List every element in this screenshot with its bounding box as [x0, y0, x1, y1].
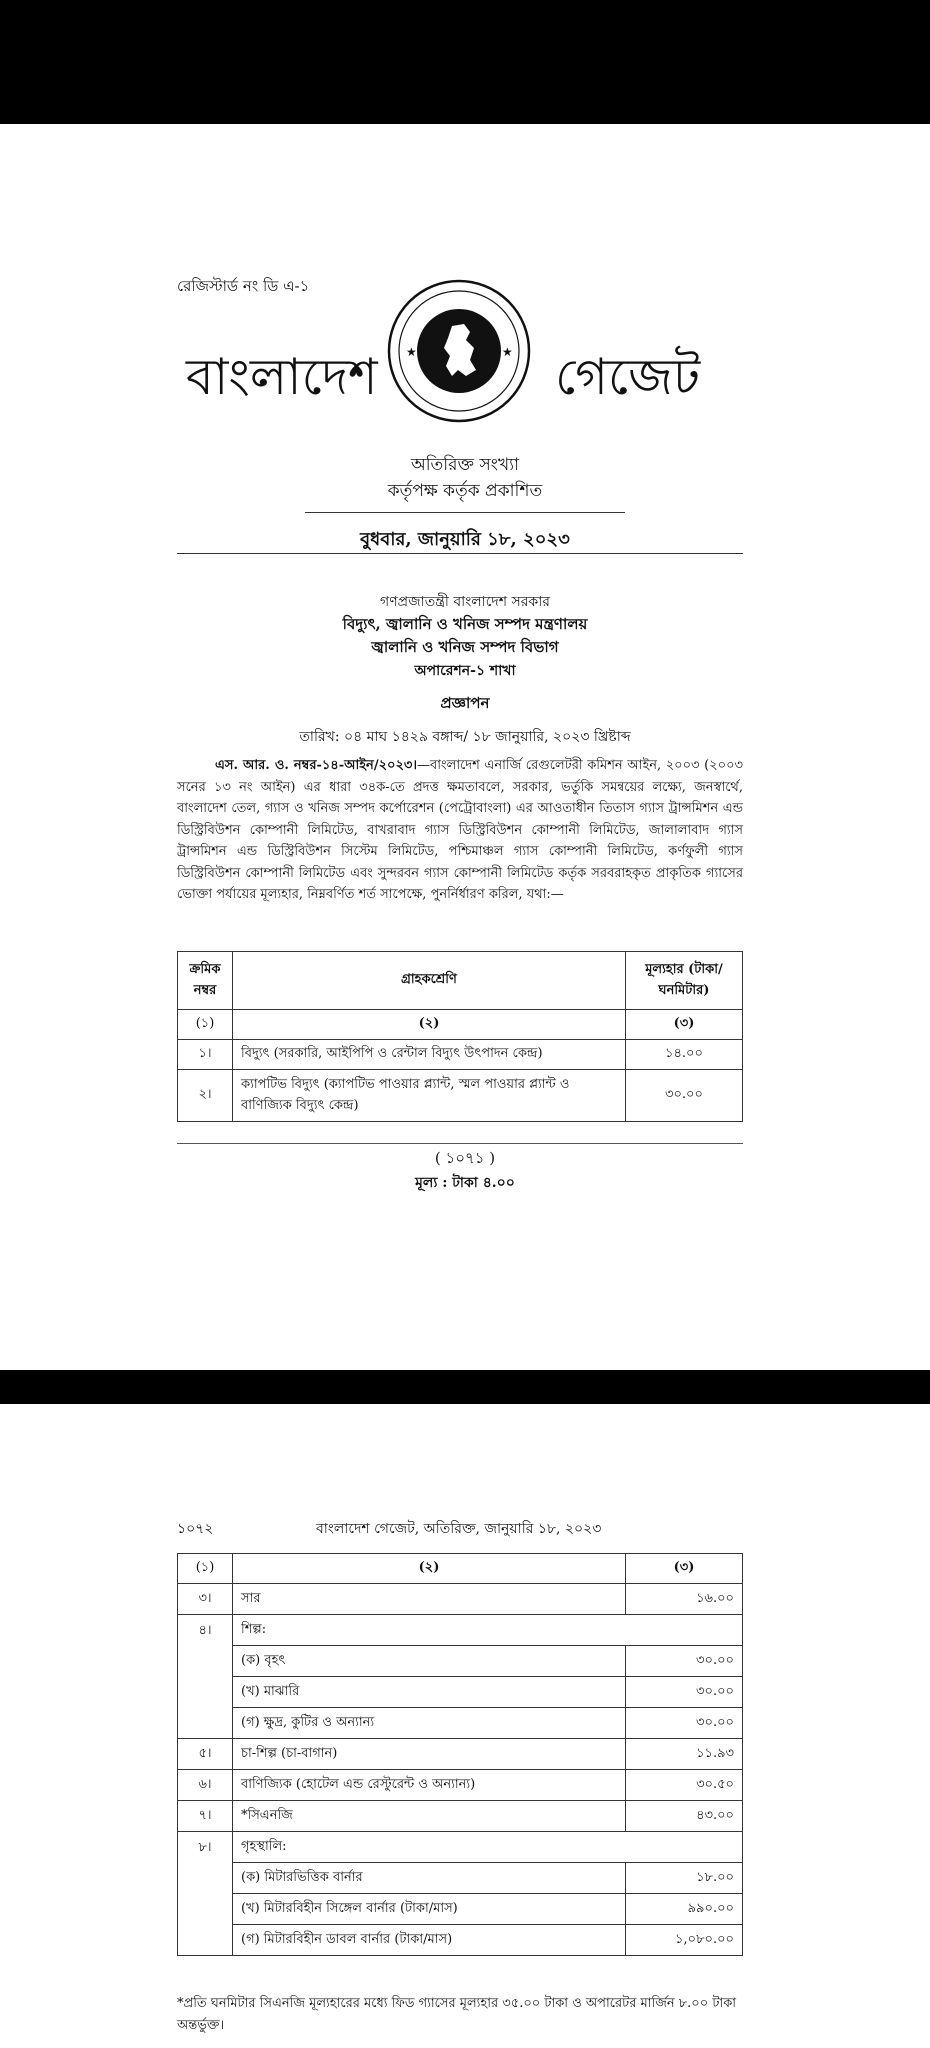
rate-cell: ৯৯০.০০ [626, 1894, 743, 1925]
gazette-date: বুধবার, জানুয়ারি ১৮, ২০২৩ [360, 529, 570, 550]
running-head: বাংলাদেশ গেজেট, অতিরিক্ত, জানুয়ারি ১৮, ২০২৩ [316, 1521, 602, 1537]
index-cell: (৩) [626, 1010, 743, 1040]
divider [177, 1143, 743, 1144]
gazette-title-left: বাংলাদেশ [186, 348, 378, 406]
gazette-title-right: গেজেট [555, 348, 701, 406]
table-index-row [178, 1010, 743, 1040]
index-cell: (২) [233, 1010, 626, 1040]
table-row [178, 1584, 743, 1615]
extra-issue: অতিরিক্ত সংখ্যা [410, 455, 520, 475]
rate-cell: ৪৩.০০ [626, 1801, 743, 1832]
index-cell: (১) [178, 1554, 233, 1584]
cng-footnote: *প্রতি ঘনমিটার সিএনজি মূল্যহারের মধ্যে ফিড গ্যাসের মূল্যহার ৩৫.০০ টাকা ও অপারেটর মার্জিন ৮.০০ টাকা অন্তর্ভুক্ত। [177, 1996, 737, 2033]
page-separator-band [0, 1370, 930, 1404]
table-row [178, 1863, 743, 1894]
notice-body: —বাংলাদেশ এনার্জি রেগুলেটরী কমিশন আইন, ২০০৩ (২০০৩ সনের ১৩ নং আইন) এর ধারা ৩৪ক-তে প্রদত্ত ক্ষমতাবলে, সরকার, ভর্তুকি সমন্বয়ের লক্ষ্যে, জনস্বার্থে, বাংলাদেশ তেল, গ্যাস ও খনিজ সম্পদ কর্পোরেশন (পেট্রোবাংলা) এর আওতাধীন তিতাস গ্যাস ট্রান্সমিশন এন্ড ডিস্ট্রিবিউশন কোম্পানী লিমিটেড, বাখরাবাদ গ্যাস ডিস্ট্রিবিউশন কোম্পানী লিমিটেড, জালালাবাদ গ্যাস ট্রান্সমিশন এন্ড ডিস্ট্রিবিউশন সিস্টেম লিমিটেড, পশ্চিমাঞ্চল গ্যাস কোম্পানী লিমিটেড, কর্ণফুলী গ্যাস ডিস্ট্রিবিউশন কোম্পানী লিমিটেড এবং সুন্দরবন গ্যাস কোম্পানী লিমিটেড কর্তৃক সরবরাহকৃত প্রাকৃতিক গ্যাসের ভোক্তা পর্যায়ের মূল্যহার, নিম্নবর্ণিত শর্ত সাপেক্ষে, পুনর্নির্ধারণ করিল, যথা:— [177, 758, 743, 902]
registered-number: রেজিস্টার্ড নং ডি এ-১ [177, 277, 310, 295]
page2-number: ১০৭২ [177, 1521, 214, 1537]
table-row [178, 1739, 743, 1770]
top-black-band [0, 0, 930, 124]
divider [177, 553, 743, 554]
table-row [178, 1925, 743, 1956]
notice-title: প্রজ্ঞাপন [440, 694, 490, 712]
branch-name: অপারেশন-১ শাখা [414, 663, 516, 679]
table-row [178, 1832, 743, 1863]
rate-cell: ১৬.০০ [626, 1584, 743, 1615]
rate-cell: ৩০.৫০ [626, 1770, 743, 1801]
index-cell: (৩) [626, 1554, 743, 1584]
rate-cell: ১৪.০০ [626, 1040, 743, 1070]
gazette-price: মূল্য : টাকা ৪.০০ [415, 1175, 515, 1191]
notice-date: তারিখ: ০৪ মাঘ ১৪২৯ বঙ্গাব্দ/ ১৮ জানুয়ারি, ২০২৩ খ্রিষ্টাব্দ [299, 729, 631, 745]
category-cell: *সিএনজি [233, 1801, 626, 1832]
ministry-name: বিদ্যুৎ, জ্বালানি ও খনিজ সম্পদ মন্ত্রণালয় [342, 615, 588, 633]
division-name: জ্বালানি ও খনিজ সম্পদ বিভাগ [371, 638, 559, 656]
category-cell: ক্যাপটিভ বিদ্যুৎ (ক্যাপটিভ পাওয়ার প্ল্যান্ট, স্মল পাওয়ার প্ল্যান্ট ও বাণিজ্যিক বিদ্যুৎ কেন্দ্র) [233, 1070, 626, 1122]
table-row [178, 1770, 743, 1801]
page-number: ( ১০৭১ ) [434, 1149, 496, 1167]
index-cell: (২) [233, 1554, 626, 1584]
rate-cell: ১৮.০০ [626, 1863, 743, 1894]
header-serial: ক্রমিক নম্বর [178, 952, 233, 1010]
gas-tariff-table-continued [177, 1553, 743, 1956]
government-name: গণপ্রজাতন্ত্রী বাংলাদেশ সরকার [380, 594, 550, 610]
index-cell: (১) [178, 1010, 233, 1040]
table-row [178, 1040, 743, 1070]
notice-paragraph [177, 755, 743, 906]
table-row [178, 1615, 743, 1646]
rate-cell: ১১.৯৩ [626, 1739, 743, 1770]
table-row [178, 1801, 743, 1832]
category-cell: বাণিজ্যিক (হোটেল এন্ড রেস্টুরেন্ট ও অন্যান্য) [233, 1770, 626, 1801]
category-cell: সার [233, 1584, 626, 1615]
table-index-row [178, 1554, 743, 1584]
rate-cell: ৩০.০০ [626, 1070, 743, 1122]
gas-tariff-table [177, 951, 743, 1122]
category-cell: (খ) মিটারবিহীন সিঙ্গেল বার্নার (টাকা/মাস) [233, 1894, 626, 1925]
serial-cell: ৭। [178, 1801, 233, 1832]
category-cell: (ক) মিটারভিত্তিক বার্নার [233, 1863, 626, 1894]
serial-cell: ১। [178, 1040, 233, 1070]
table-row [178, 1677, 743, 1708]
serial-cell: ৩। [178, 1584, 233, 1615]
serial-cell: ২। [178, 1070, 233, 1122]
serial-cell: ৬। [178, 1770, 233, 1801]
government-seal-icon [386, 278, 532, 424]
header-rate: মূল্যহার (টাকা/ঘনমিটার) [626, 952, 743, 1010]
serial-cell: ৪। [178, 1615, 233, 1739]
table-row [178, 1708, 743, 1739]
table-row [178, 1894, 743, 1925]
category-cell: বিদ্যুৎ (সরকারি, আইপিপি ও রেন্টাল বিদ্যুৎ উৎপাদন কেন্দ্র) [233, 1040, 626, 1070]
category-cell: চা-শিল্প (চা-বাগান) [233, 1739, 626, 1770]
category-cell: (গ) মিটারবিহীন ডাবল বার্নার (টাকা/মাস) [233, 1925, 626, 1956]
table-row [178, 1070, 743, 1122]
category-cell: শিল্প: [233, 1615, 743, 1646]
svg-text:★: ★ [406, 345, 417, 359]
table-header-row [178, 952, 743, 1010]
category-cell: (গ) ক্ষুদ্র, কুটির ও অন্যান্য [233, 1708, 626, 1739]
table-row [178, 1646, 743, 1677]
category-cell: গৃহস্থালি: [233, 1832, 743, 1863]
sro-reference: এস. আর. ও. নম্বর-১৪-আইন/২০২৩। [215, 758, 418, 773]
serial-cell: ৫। [178, 1739, 233, 1770]
rate-cell: ৩০.০০ [626, 1677, 743, 1708]
rate-cell: ১,০৮০.০০ [626, 1925, 743, 1956]
divider [305, 512, 625, 513]
rate-cell: ৩০.০০ [626, 1708, 743, 1739]
serial-cell: ৮। [178, 1832, 233, 1956]
svg-text:★: ★ [502, 345, 513, 359]
category-cell: (ক) বৃহৎ [233, 1646, 626, 1677]
category-cell: (খ) মাঝারি [233, 1677, 626, 1708]
rate-cell: ৩০.০০ [626, 1646, 743, 1677]
header-category: গ্রাহকশ্রেণি [233, 952, 626, 1010]
published-by: কর্তৃপক্ষ কর্তৃক প্রকাশিত [387, 481, 543, 501]
